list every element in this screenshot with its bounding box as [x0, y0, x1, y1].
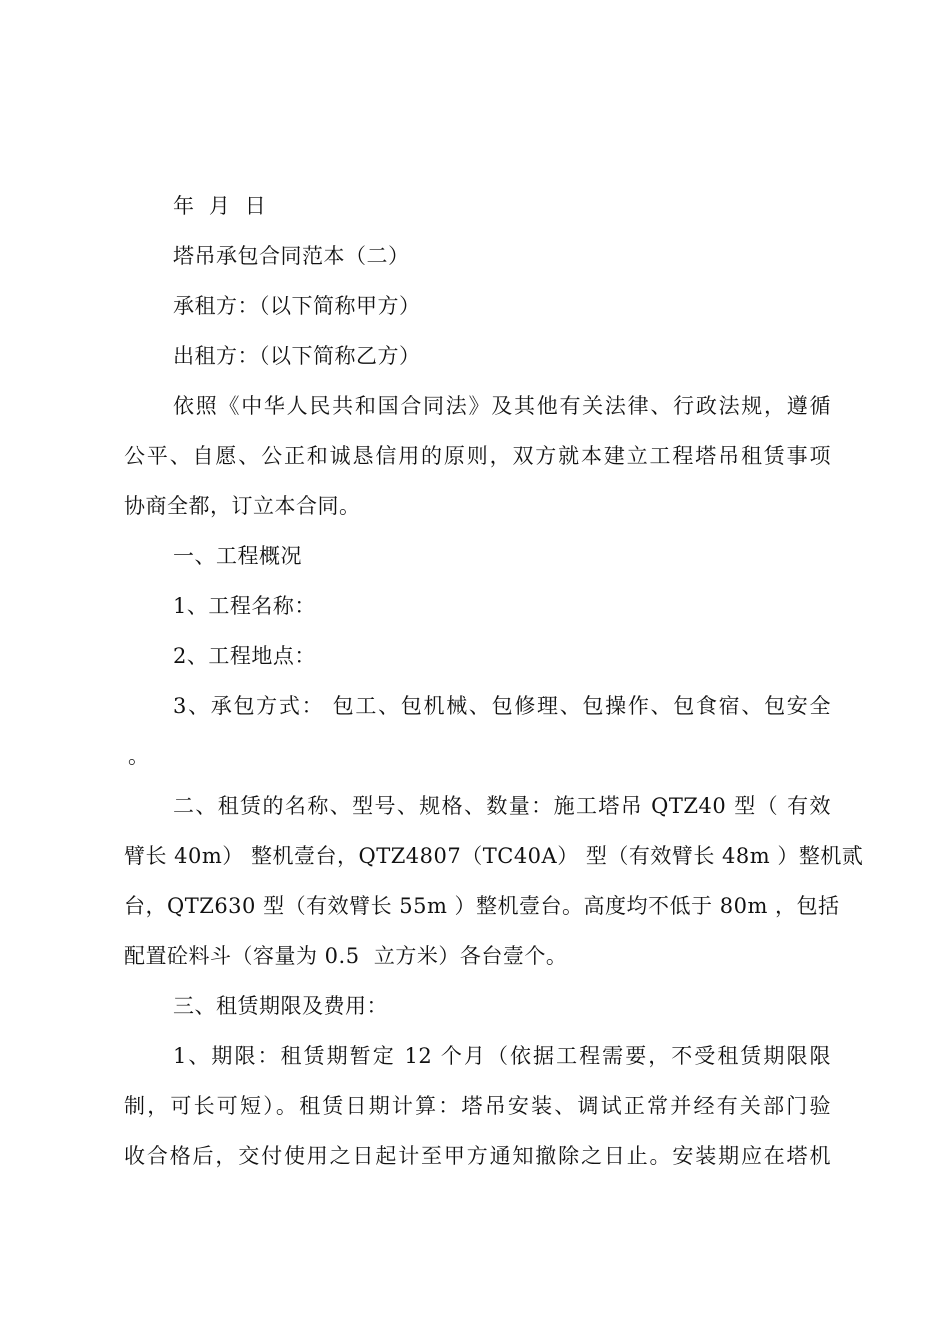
paragraph-line: 依照《中华人民共和国合同法》及其他有关法律、行政法规，遵循: [173, 394, 831, 418]
date-line: 年 月 日: [173, 194, 267, 218]
list-item: 2、工程地点：: [173, 644, 316, 668]
list-item: 3、承包方式： 包工、包机械、包修理、包操作、包食宿、包安全: [173, 694, 831, 718]
paragraph-line: 1、期限：租赁期暂定 12 个月（依据工程需要，不受租赁期限限: [173, 1044, 831, 1068]
paragraph-line: 臂长 40m） 整机壹台，QTZ4807（TC40A） 型（有效臂长 48m ）整机贰: [124, 844, 864, 868]
list-item: 1、工程名称：: [173, 594, 316, 618]
section-heading: 二、租赁的名称、型号、规格、数量：施工塔吊 QTZ40 型（ 有效: [173, 794, 831, 818]
paragraph-line: 收合格后，交付使用之日起计至甲方通知撤除之日止。安装期应在塔机: [124, 1144, 831, 1168]
list-item-continuation: 。: [128, 744, 150, 768]
paragraph-line: 协商全都，订立本合同。: [124, 494, 361, 518]
section-heading: 一、工程概况: [173, 544, 302, 568]
lessee-line: 承租方：（以下简称甲方）: [173, 294, 421, 318]
section-heading: 三、租赁期限及费用：: [173, 994, 388, 1018]
paragraph-line: 制，可长可短）。租赁日期计算：塔吊安装、调试正常并经有关部门验: [124, 1094, 831, 1118]
paragraph-line: 台，QTZ630 型（有效臂长 55m ）整机壹台。高度均不低于 80m ，包括: [124, 894, 840, 918]
lessor-line: 出租方：（以下简称乙方）: [173, 344, 421, 368]
paragraph-line: 配置砼料斗（容量为 0.5 立方米）各台壹个。: [124, 944, 568, 968]
contract-title: 塔吊承包合同范本（二）: [173, 244, 410, 268]
paragraph-line: 公平、自愿、公正和诚恳信用的原则，双方就本建立工程塔吊租赁事项: [124, 444, 831, 468]
